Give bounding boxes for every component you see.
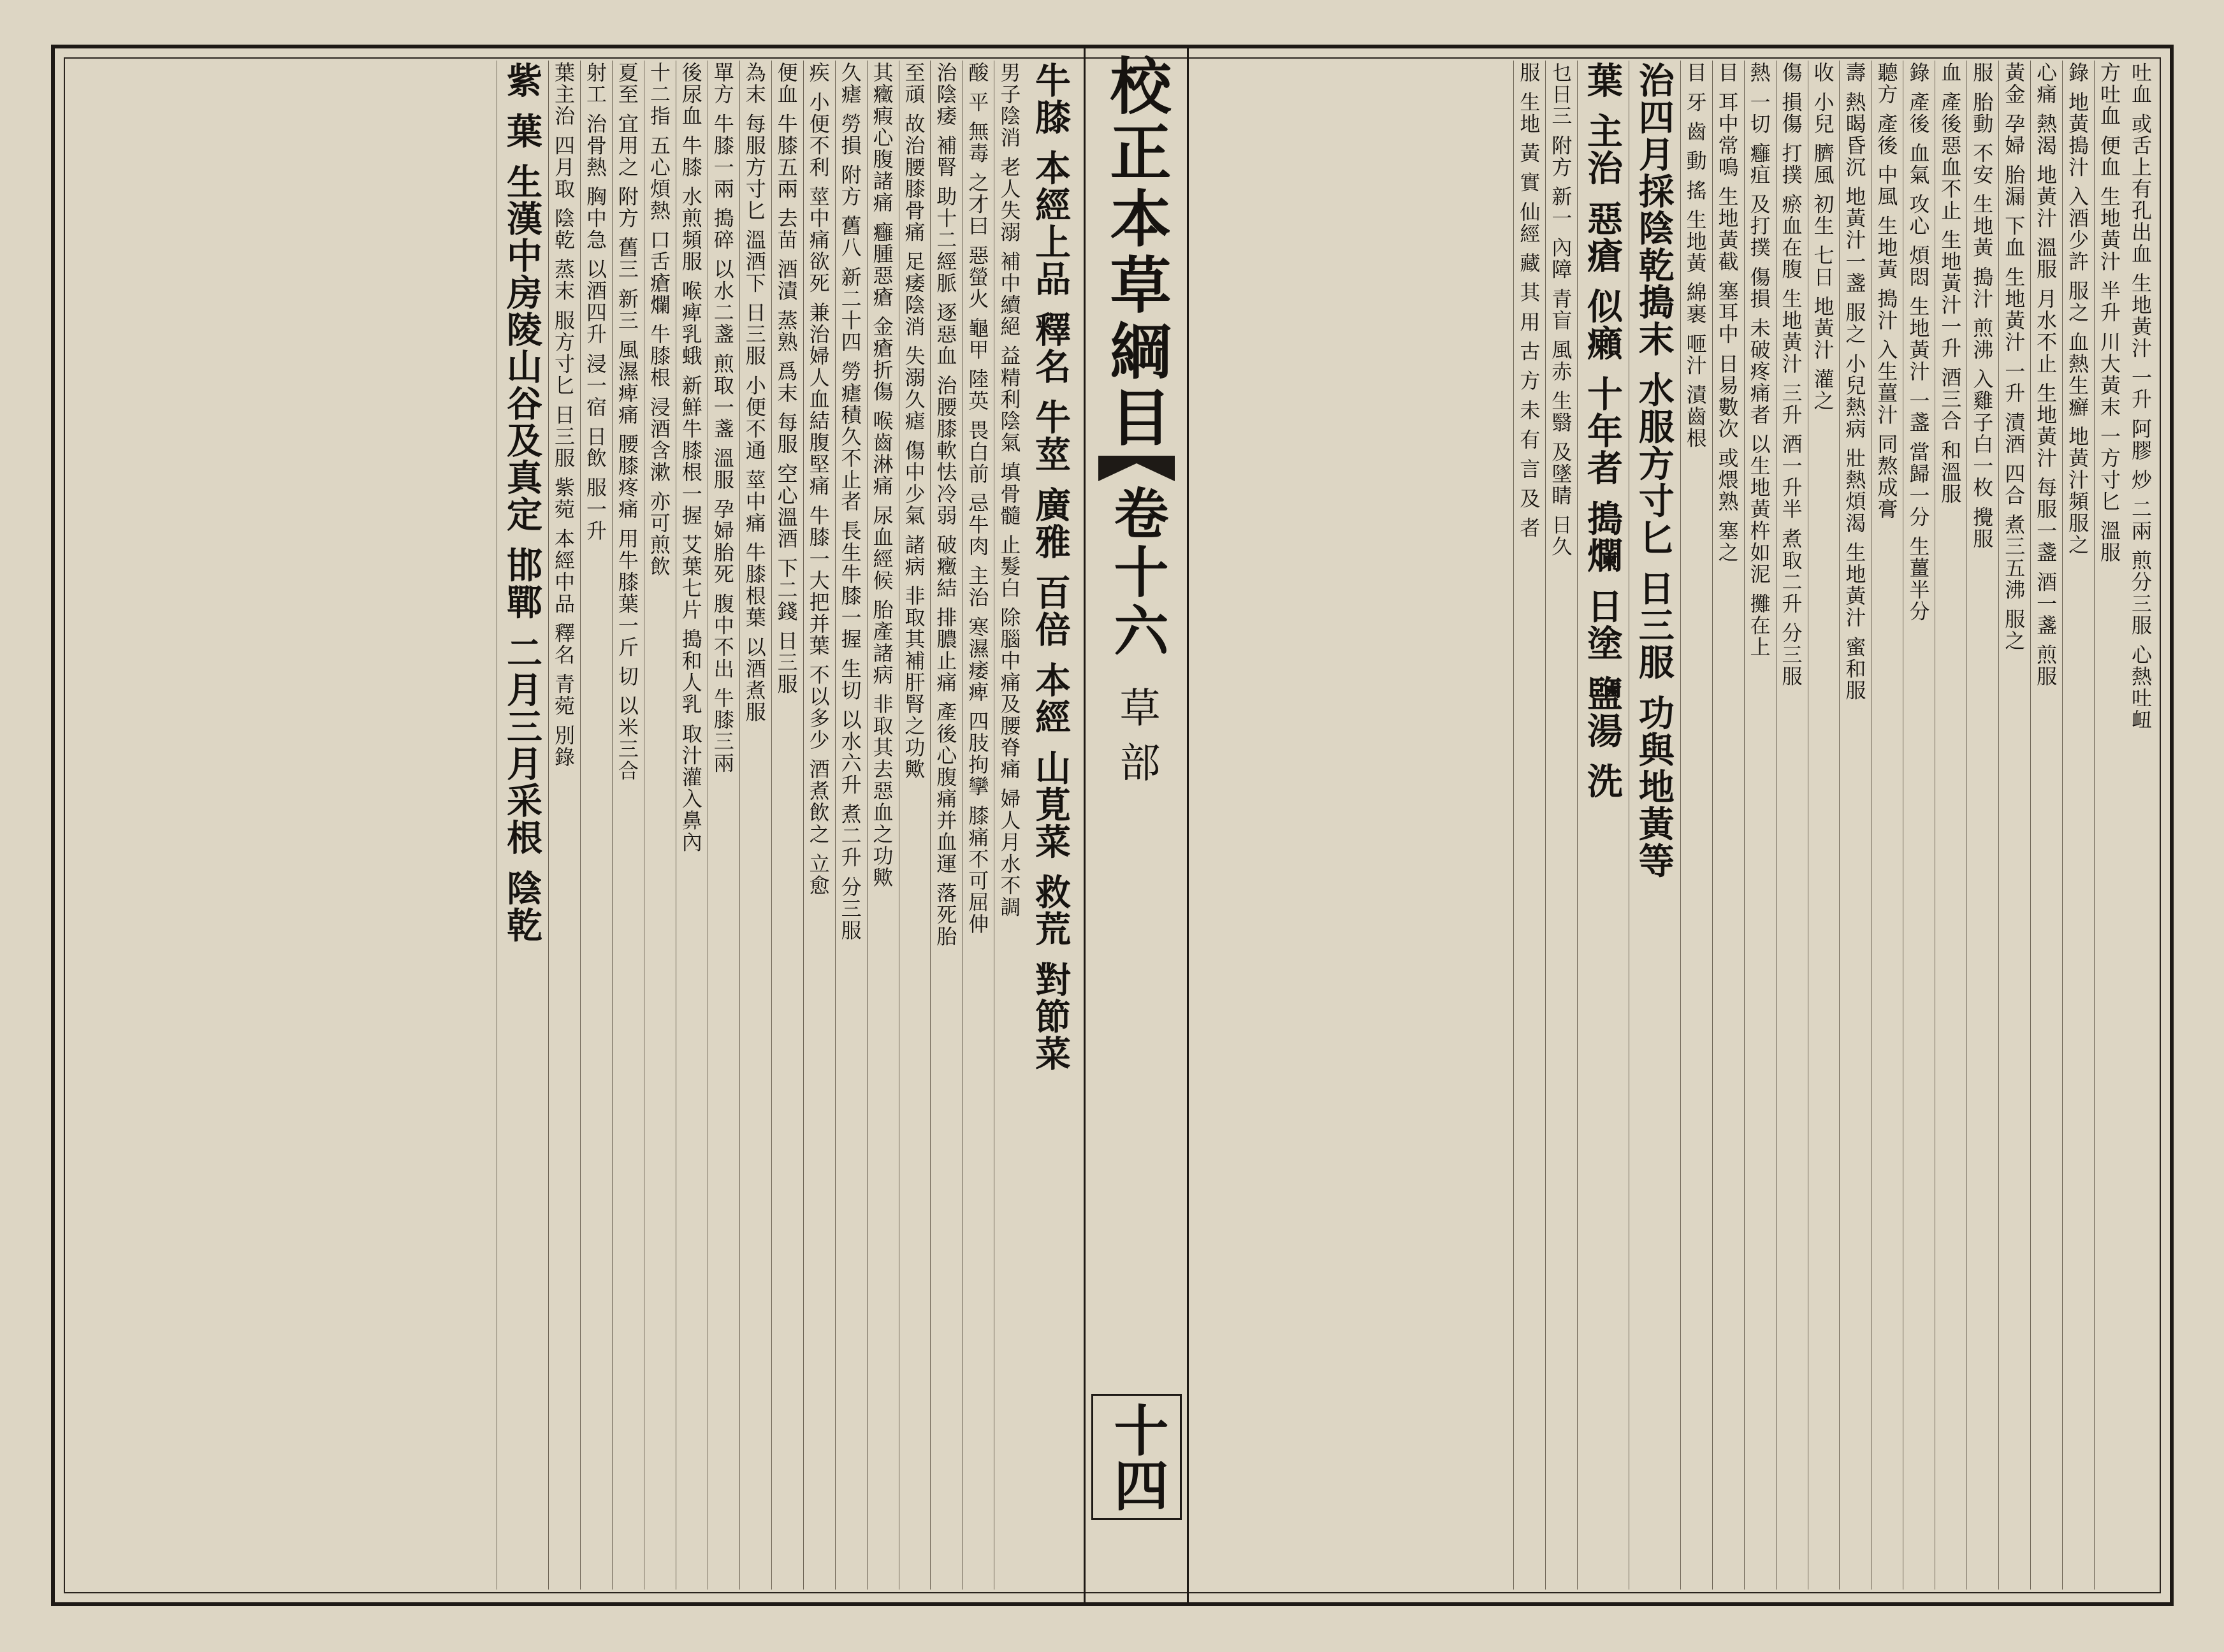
book-title: 校正本草綱目 [1100, 54, 1172, 452]
volume-label: 卷十六 [1104, 485, 1169, 661]
text-column: 熱 一切 癰疽 及打撲 傷損 未破疼痛者 以生地黃杵如泥 攤在上 [1744, 61, 1773, 1590]
text-column: 治四月採陰乾搗末 水服方寸匕 日三服 功與地黃等 [1629, 61, 1678, 1590]
text-column: 壽 熱暍昏沉 地黃汁一盞 服之 小兒熱病 壯熱煩渴 生地黃汁 蜜和服 [1839, 61, 1868, 1590]
text-column: 後尿血 牛膝 水煎頻服 喉痺乳蛾 新鮮牛膝根一握 艾葉七片 搗和人乳 取汁灌入鼻內 [676, 61, 705, 1590]
text-column: 錄 產後 血氣 攻心 煩悶 生地黃汁 一盞 當歸一分 生薑半分 [1903, 61, 1932, 1590]
page-number: 十四 [1091, 1394, 1182, 1520]
text-column: 葉主治 四月取 陰乾 蒸末 服方寸匕 日三服 紫菀 本經中品 釋名 青菀 別錄 [548, 61, 578, 1590]
text-column: 牛膝 本經上品 釋名 牛莖 廣雅 百倍 本經 山莧菜 救荒 對節菜 [1029, 62, 1072, 1073]
text-column: 治陰痿 補腎 助十二經脈 逐惡血 治腰膝軟怯冷弱 破癥結 排膿止痛 產後心腹痛并血運 落死胎 [930, 61, 959, 1590]
text-column: 黃金 孕婦 胎漏 下血 生地黃汁 一升 漬酒 四合 煮三五沸 服之 [1998, 61, 2028, 1590]
text-column: 夏至 宜用之 附方 舊三 新三 風濕痺痛 腰膝疼痛 用牛膝葉一斤 切 以米三合 [612, 61, 641, 1590]
text-column: 射工 治骨熱 胸中急 以酒四升 浸一宿 日飲 服一升 [580, 61, 609, 1590]
text-column: 收 小兒 臍風 初生 七日 地黃汁 灌之 [1808, 61, 1837, 1590]
text-column: 服 生地 黃 實 仙經 藏 其 用 古 方 未 有 言 及 者 [1513, 61, 1543, 1590]
text-column: 男子陰消 老人失溺 補中續絕 益精利陰氣 填骨髓 止髮白 除腦中痛及腰脊痛 婦人月水不調 [994, 61, 1023, 1590]
text-column: 服 胎動 不安 生地黃 搗汁 煎沸 入雞子白一枚 攪服 [1966, 61, 1996, 1590]
text-column: 酸 平 無毒 之才曰 惡螢火 龜甲 陸英 畏白前 忌牛肉 主治 寒濕痿痺 四肢拘攣 膝痛不可屈伸 [962, 61, 991, 1590]
text-column: 乜日三 附方 新一 內障 青盲 風赤 生翳 及墜睛 日久 [1545, 61, 1574, 1590]
text-column: 目 耳中常鳴 生地黃截 塞耳中 日易數次 或煨熟 塞之 [1712, 61, 1741, 1590]
text-column: 聽方 產後 中風 生地黃 搗汁 入生薑汁 同熬成膏 [1871, 61, 1900, 1590]
text-column: 疾 小便不利 莖中痛欲死 兼治婦人血結腹堅痛 牛膝一大把并葉 不以多少 酒煮飲之 立愈 [803, 61, 832, 1590]
text-column: 至頑 故治腰膝骨痛 足痿陰消 失溺久瘧 傷中少氣 諸病 非取其補肝腎之功歟 [899, 61, 928, 1590]
right-page-text [1198, 61, 2155, 1590]
text-column: 其癥瘕心腹諸痛 癰腫惡瘡 金瘡折傷 喉齒淋痛 尿血經候 胎產諸病 非取其去惡血之功歟 [867, 61, 896, 1590]
text-column: 葉 主治 惡瘡 似癩 十年者 搗爛 日塗 鹽湯 洗 [1577, 61, 1626, 1590]
fish-tail-mark-icon [1098, 456, 1175, 481]
text-column: 便血 牛膝五兩 去苗 酒漬 蒸熟 爲末 每服 空心溫酒 下二錢 日三服 [771, 61, 801, 1590]
text-column: 為末 每服方寸匕 溫酒下 日三服 小便不通 莖中痛 牛膝根葉 以酒煮服 [739, 61, 769, 1590]
text-column: 十二指 五心煩熱 口舌瘡爛 牛膝根 浸酒含漱 亦可煎飲 [644, 61, 673, 1590]
text-column: 目 牙 齒 動 搖 生地黃 綿裹 咂汁 漬齒根 [1680, 61, 1710, 1590]
section-label: 草部 [1112, 686, 1160, 796]
text-column: 血 產後惡血不止 生地黃汁一升 酒三合 和溫服 [1935, 61, 1964, 1590]
text-column: 吐血 或舌上有孔出血 生地黃汁 一升 阿膠 炒 二兩 煎分三服 心熱吐衄 [2128, 62, 2153, 731]
text-column: 心痛 熱渴 地黃汁 溫服 月水不止 生地黃汁 每服一盞 酒一盞 煎服 [2030, 61, 2060, 1590]
center-gutter [1084, 48, 1189, 1603]
left-page-text [73, 61, 1074, 1590]
text-column: 傷 損傷 打撲 瘀血在腹 生地黃汁 三升 酒一升半 煮取二升 分三服 [1776, 61, 1805, 1590]
text-column: 方吐血 便血 生地黃汁 半升 川大黃末 一方寸匕 溫服 [2094, 61, 2123, 1590]
text-column: 錄 地黃搗汁 入酒少許 服之 血熱生癬 地黃汁頻服之 [2062, 61, 2091, 1590]
text-column: 久瘧 勞損 附方 舊八 新二十四 勞瘧積久不止者 長生牛膝一握 生切 以水六升 煮二升 分三服 [835, 61, 864, 1590]
text-column: 紫 葉 生漢中房陵山谷及真定 邯鄲 二月三月采根 陰乾 [497, 61, 546, 1590]
text-column: 單方 牛膝一兩 搗碎 以水二盞 煎取一盞 溫服 孕婦胎死 腹中不出 牛膝三兩 [708, 61, 737, 1590]
